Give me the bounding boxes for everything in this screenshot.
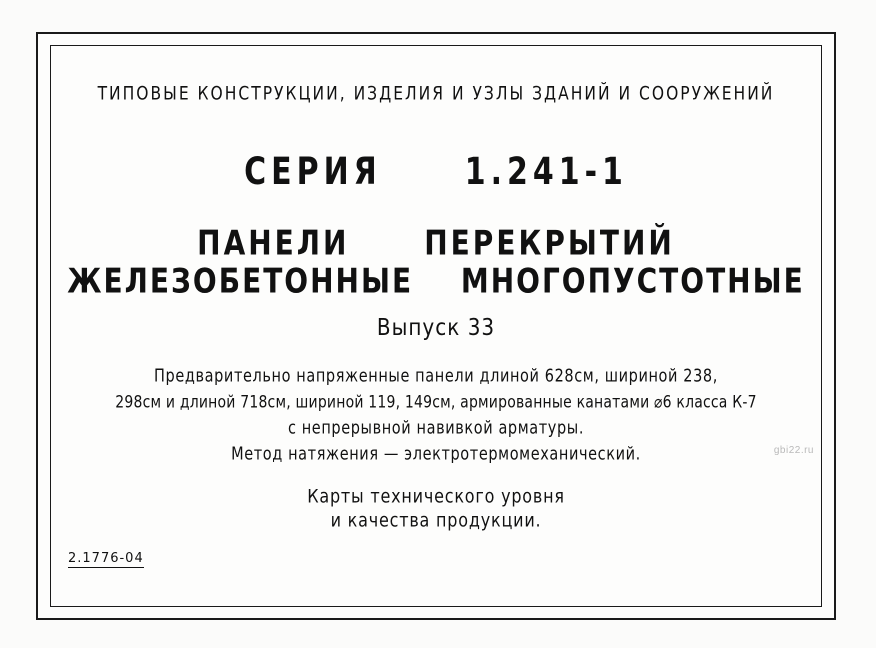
description-line-2: 298см и длиной 718см, шириной 119, 149см, армированные канатами ⌀6 класса К-7 <box>115 393 757 413</box>
series-line <box>50 150 822 194</box>
title-block-content <box>50 45 822 607</box>
document-header-line: ТИПОВЫЕ КОНСТРУКЦИИ, ИЗДЕЛИЯ И УЗЛЫ ЗДАНИЙ И СООРУЖЕНИЙ <box>97 83 775 105</box>
description-line-1: Предварительно напряженные панели длиной 628см, шириной 238, <box>154 367 718 387</box>
title-word-perekrytiy: ПЕРЕКРЫТИЙ <box>424 223 675 264</box>
title-word-zhelezobetonnye: ЖЕЛЕЗОБЕТОННЫЕ <box>67 261 414 302</box>
title-line-2 <box>50 261 822 301</box>
title-line-1 <box>50 223 822 263</box>
issue-number: Выпуск 33 <box>376 313 496 341</box>
title-word-mnogopustotnye: МНОГОПУСТОТНЫЕ <box>460 261 805 302</box>
series-number: 1.241-1 <box>464 150 628 194</box>
document-code: 2.1776-04 <box>68 551 144 566</box>
watermark-text: gbi22.ru <box>773 445 814 456</box>
description-line-4: Метод натяжения — электротермомеханический. <box>231 445 641 465</box>
series-label: СЕРИЯ <box>244 150 382 194</box>
cards-line-2: и качества продукции. <box>330 509 542 532</box>
title-word-paneli: ПАНЕЛИ <box>197 223 350 264</box>
description-line-3: с непрерывной навивкой арматуры. <box>287 419 585 439</box>
cards-line-1: Карты технического уровня <box>307 485 565 508</box>
